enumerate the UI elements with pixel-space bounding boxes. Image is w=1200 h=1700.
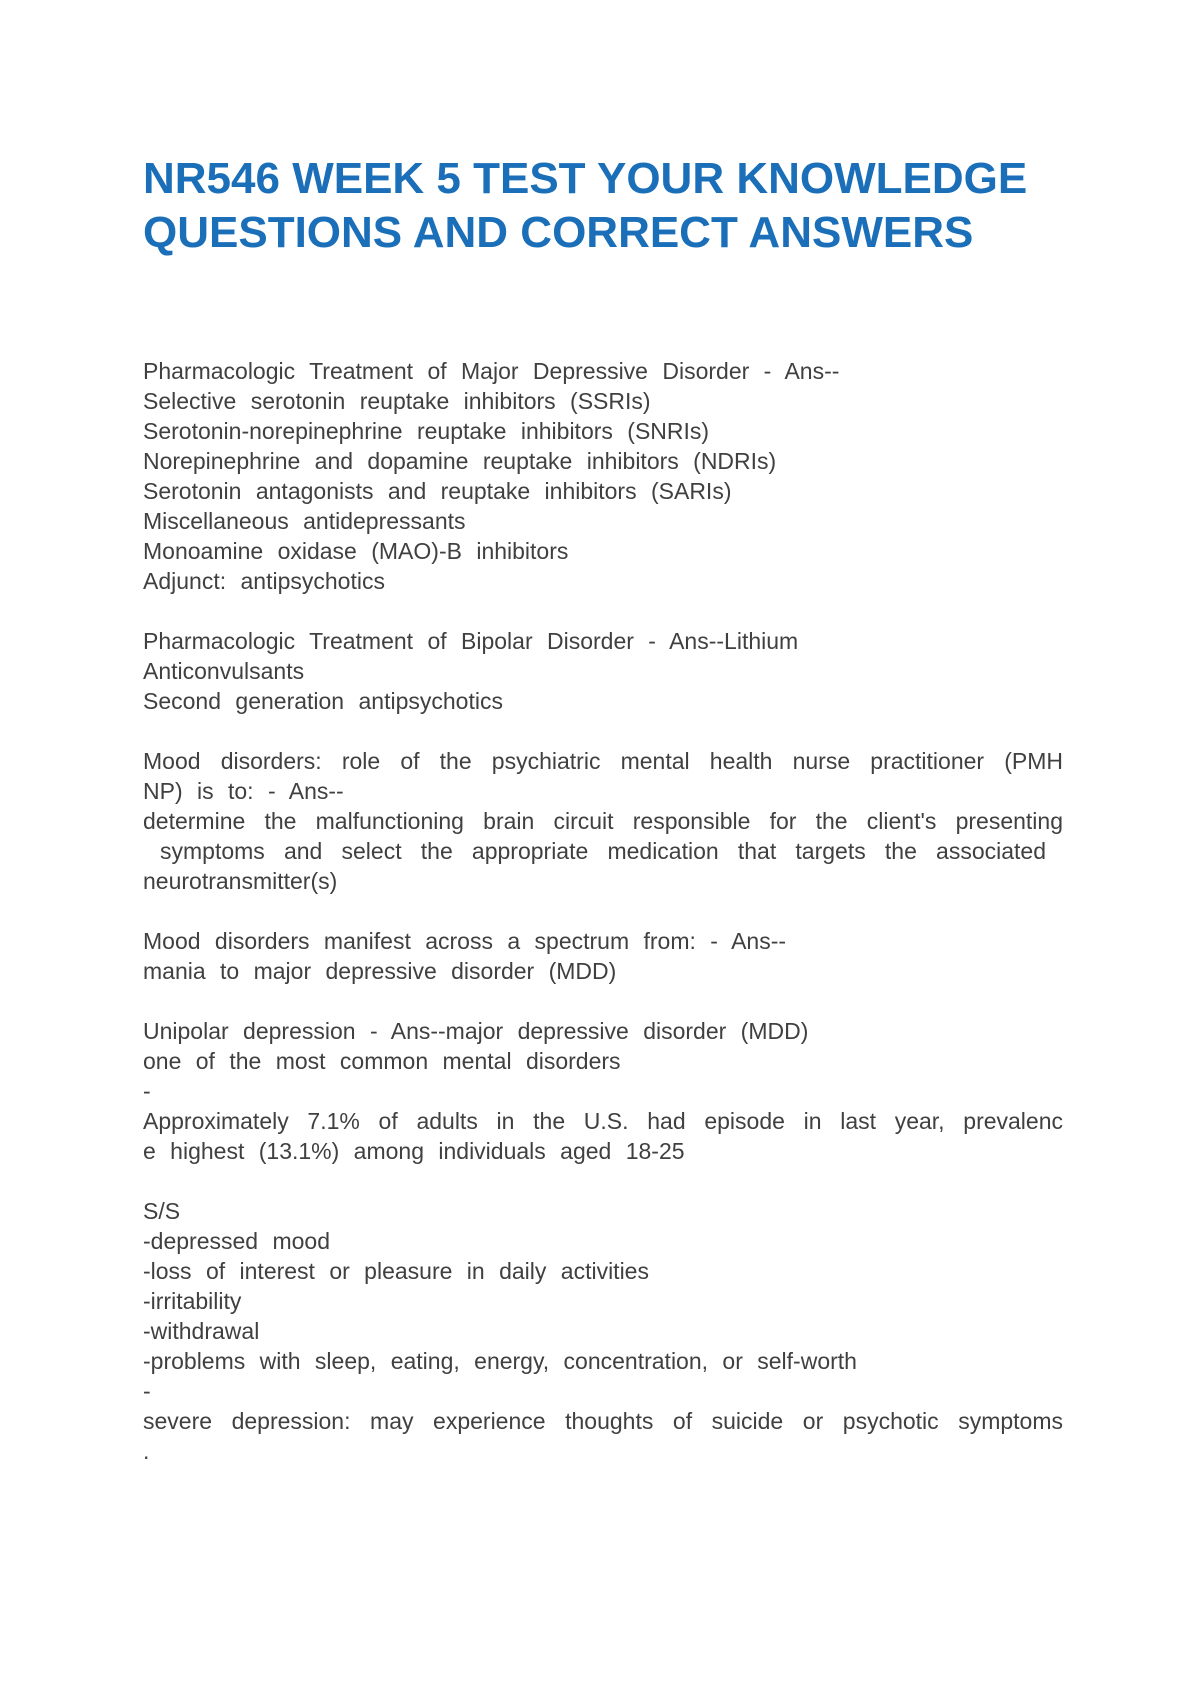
question-line: Mood disorders: role of the psychiatric mental health nurse practitioner (PMH	[143, 748, 1063, 774]
qa-block-signs-symptoms	[143, 1196, 1063, 1466]
answer-line: S/S	[143, 1198, 181, 1224]
answer-line: Serotonin-norepinephrine reuptake inhibitors (SNRIs)	[143, 418, 710, 444]
title-line-1: NR546 WEEK 5 TEST YOUR KNOWLEDGE	[143, 154, 1028, 203]
document-title	[143, 152, 1083, 260]
paragraph-gap	[143, 1166, 1063, 1196]
answer-line: Approximately 7.1% of adults in the U.S. had episode in last year, prevalenc	[143, 1108, 1063, 1134]
question-line: Pharmacologic Treatment of Major Depressive Disorder - Ans--	[143, 358, 840, 384]
paragraph-gap	[143, 716, 1063, 746]
answer-line: -depressed mood	[143, 1228, 330, 1254]
qa-block-pmhnp-role	[143, 746, 1063, 896]
answer-line: mania to major depressive disorder (MDD)	[143, 958, 617, 984]
paragraph-gap	[143, 896, 1063, 926]
answer-line: -withdrawal	[143, 1318, 260, 1344]
answer-line: determine the malfunctioning brain circuit responsible for the client's presenting	[143, 808, 1063, 834]
answer-line: -problems with sleep, eating, energy, concentration, or self-worth	[143, 1348, 857, 1374]
answer-line: symptoms and select the appropriate medication that targets the associated	[160, 838, 1046, 864]
answer-line: Miscellaneous antidepressants	[143, 508, 466, 534]
qa-block-bipolar-treatment	[143, 626, 1063, 716]
paragraph-gap	[143, 986, 1063, 1016]
answer-line: e highest (13.1%) among individuals aged 18-25	[143, 1138, 685, 1164]
answer-line: Adjunct: antipsychotics	[143, 568, 385, 594]
question-line: NP) is to: - Ans--	[143, 778, 344, 804]
paragraph-gap	[143, 596, 1063, 626]
qa-block-mdd-treatment	[143, 356, 1063, 596]
title-line-2: QUESTIONS AND CORRECT ANSWERS	[143, 208, 974, 257]
qa-block-unipolar-depression	[143, 1016, 1063, 1166]
answer-line: Norepinephrine and dopamine reuptake inhibitors (NDRIs)	[143, 448, 777, 474]
answer-line: Selective serotonin reuptake inhibitors (SSRIs)	[143, 388, 651, 414]
answer-line: -	[143, 1078, 151, 1104]
answer-line: one of the most common mental disorders	[143, 1048, 621, 1074]
answer-line: .	[143, 1438, 150, 1464]
answer-line: -irritability	[143, 1288, 242, 1314]
answer-line: severe depression: may experience thoughts of suicide or psychotic symptoms	[143, 1408, 1063, 1434]
answer-line: Serotonin antagonists and reuptake inhibitors (SARIs)	[143, 478, 732, 504]
question-line: Unipolar depression - Ans--major depressive disorder (MDD)	[143, 1018, 809, 1044]
answer-line: Second generation antipsychotics	[143, 688, 503, 714]
answer-line: Monoamine oxidase (MAO)-B inhibitors	[143, 538, 569, 564]
question-line: Pharmacologic Treatment of Bipolar Disorder - Ans--Lithium	[143, 628, 799, 654]
answer-line: -	[143, 1378, 151, 1404]
qa-block-mood-spectrum	[143, 926, 1063, 986]
answer-line: neurotransmitter(s)	[143, 868, 338, 894]
document-body	[143, 356, 1063, 1466]
answer-line: -loss of interest or pleasure in daily activities	[143, 1258, 649, 1284]
question-line: Mood disorders manifest across a spectrum from: - Ans--	[143, 928, 787, 954]
answer-line: Anticonvulsants	[143, 658, 305, 684]
